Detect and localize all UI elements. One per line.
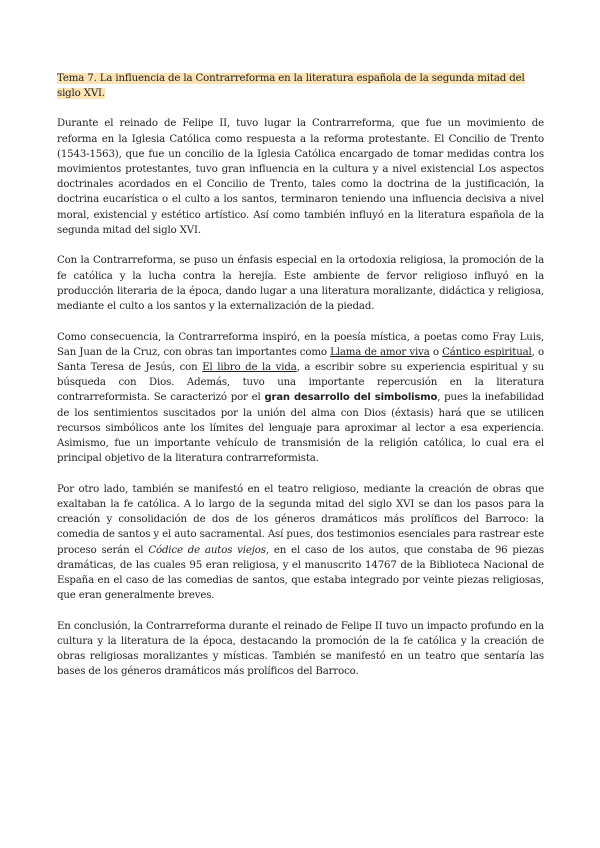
paragraph-3-text-4: , a escribir sobre su experiencia espiritual y su búsqueda con Dios. Además, tuvo una importante repercusión en la literatura contrarreformista. Se caracterizó por el <box>57 362 544 404</box>
paragraph-3-text-3: , o Santa Teresa de Jesús, con <box>57 346 544 374</box>
title-highlight: Tema 7. La influencia de la Contrarreforma en la literatura española de la segunda mitad del siglo XVI. <box>57 73 525 100</box>
paragraph-1: Durante el reinado de Felipe II, tuvo lugar la Contrarreforma, que fue un movimiento de reforma en la Iglesia Católica como respuesta a la reforma protestante. El Concilio de Trento (1543-1563), que fue un concilio de la Iglesia Católica encargado de tomar medidas contra los movimientos protestantes, tuvo gran influencia en la cultura y a nivel existencial Los aspectos doctrinales acordados en el Concilio de Trento, tales como la doctrina de la justificación, la doctrina eucarística o el culto a los santos, terminaron teniendo una influencia decisiva a nivel moral, existencial y estético artístico. Así como también influyó en la literatura española de la segunda mitad del siglo XVI. <box>57 118 544 236</box>
paragraph-5: En conclusión, la Contrarreforma durante el reinado de Felipe II tuvo un impacto profundo en la cultura y la literatura de la época, destacando la promoción de la fe católica y la creación de obras religiosas moralizantes y místicas. También se manifestó en un teatro que sentaría las bases de los géneros dramáticos más prolíficos del Barroco. <box>57 620 544 678</box>
link-cantico-espiritual[interactable]: Cántico espiritual <box>442 346 532 358</box>
link-llama-de-amor-viva[interactable]: Llama de amor viva <box>330 346 430 358</box>
paragraph-4-text-2: , en el caso de los autos, que constaba de 96 piezas dramáticas, de las cuales 95 eran religiosa, y el manuscrito 14767 de la Biblioteca Nacional de España en el caso de las comedias de santos, que estaba integrado por veinte piezas religiosas, que eran generalmente breves. <box>57 544 544 602</box>
document-title <box>57 71 544 101</box>
bold-simbolismo: gran desarrollo del simbolismo <box>264 392 438 404</box>
paragraph-3-text-2: o <box>429 346 443 358</box>
paragraph-4-text-1: Por otro lado, también se manifestó en el teatro religioso, mediante la creación de obras que exaltaban la fe católica. A lo largo de la segunda mitad del siglo XVI se dan los pasos para la creación y consolidación de dos de los géneros dramáticos más prolíficos del Barroco: la comedia de santos y el auto sacramental. Así pues, dos testimonios esenciales para rastrear este proceso serán el <box>57 483 544 556</box>
paragraph-3 <box>57 330 544 467</box>
paragraph-4 <box>57 482 544 604</box>
italic-codice-autos-viejos: Códice de autos viejos <box>148 544 266 556</box>
paragraph-3-text-1: Como consecuencia, la Contrarreforma inspiró, en la poesía mística, a poetas como Fray Luis, San Juan de la Cruz, con obras tan importantes como <box>57 331 544 358</box>
paragraph-3-text-5: , pues la inefabilidad de los sentimientos suscitados por la unión del alma con Dios (éxtasis) hará que se utilicen recursos simbólicos ante los límites del lenguaje para aproximar al lector a esa experiencia. Asimismo, fue un importante vehículo de transmisión de la religión católica, lo cual era el principal objetivo de la literatura contrarreformista. <box>57 392 545 465</box>
document-page <box>57 71 544 695</box>
paragraph-2: Con la Contrarreforma, se puso un énfasis especial en la ortodoxia religiosa, la promoción de la fe católica y la lucha contra la herejía. Este ambiente de fervor religioso influyó en la producción literaria de la época, dando lugar a una literatura moralizante, didáctica y religiosa, mediante el culto a los santos y la externalización de la piedad. <box>57 255 544 313</box>
link-el-libro-de-la-vida[interactable]: El libro de la vida <box>202 362 297 374</box>
